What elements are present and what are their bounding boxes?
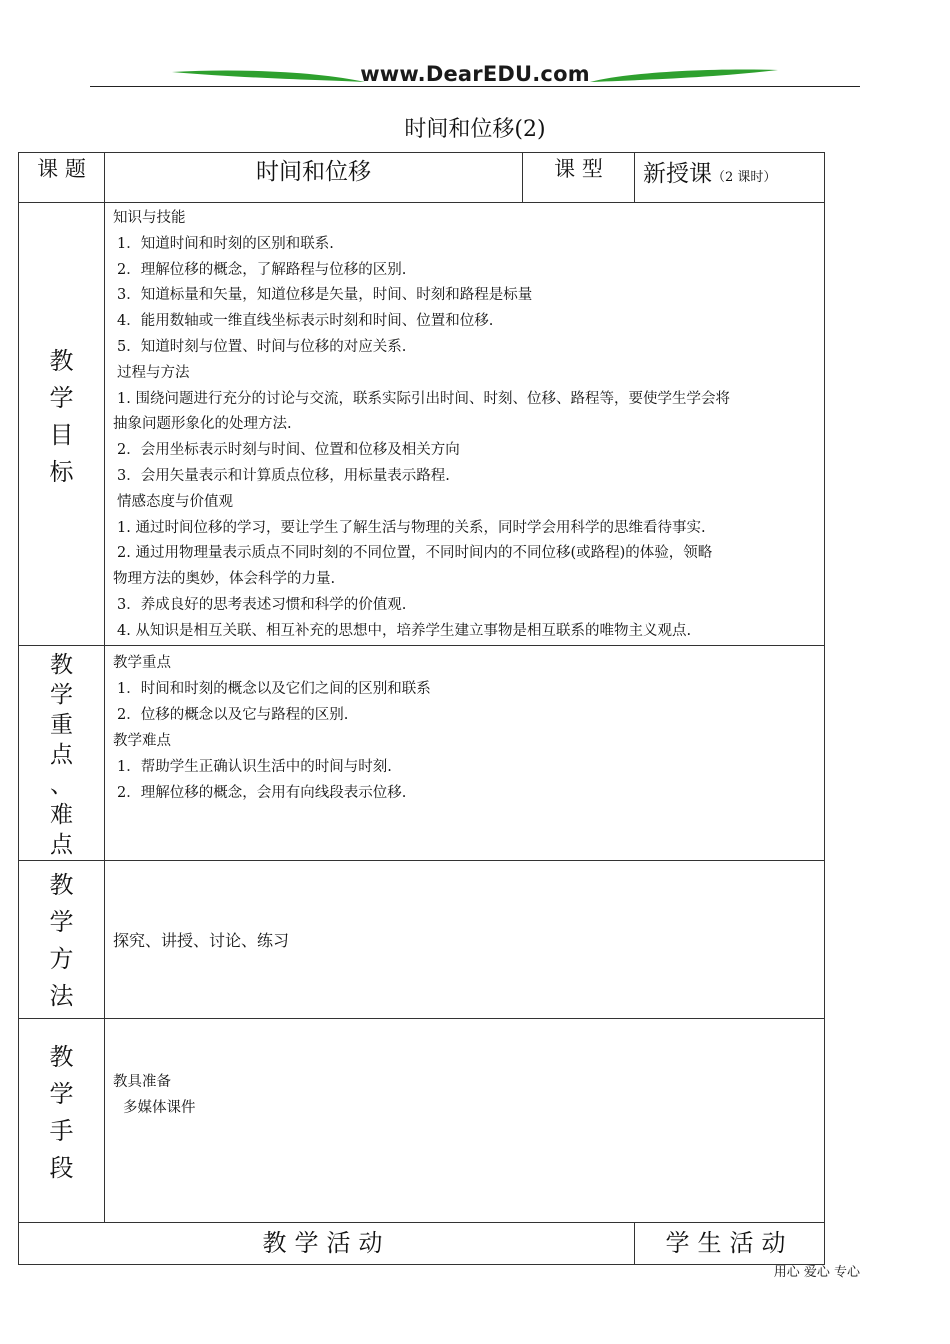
means-label: 教 学 手 段 [19, 1019, 105, 1223]
means-item: 多媒体课件 [123, 1100, 196, 1116]
logo-text: www.DearEDU.com [360, 62, 590, 86]
activities-header-row [19, 1223, 825, 1265]
footer-slogan: 用心 爱心 专心 [773, 1265, 860, 1280]
means-content [105, 1019, 825, 1223]
objective-heading-process: 过程与方法 [117, 364, 190, 381]
key-point-item: 1．时间和时刻的概念以及它们之间的区别和联系 [117, 681, 431, 697]
student-activities-header: 学生活动 [635, 1223, 825, 1265]
objective-item-continued: 抽象问题形象化的处理方法. [113, 416, 292, 433]
key-points-label: 教 学 重 点 、 难 点 [19, 646, 105, 861]
objective-item-continued: 物理方法的奥妙，体会科学的力量. [113, 571, 336, 588]
objective-item: 2. 通过用物理量表示质点不同时刻的不同位置，不同时间内的不同位移(或路程)的体验，领略 [117, 545, 713, 562]
objective-item: 2．会用坐标表示时刻与时间、位置和位移及相关方向 [117, 442, 460, 459]
means-row [19, 1019, 825, 1223]
label-type: 课 型 [523, 153, 635, 203]
objectives-label: 教 学 目 标 [19, 203, 105, 646]
lesson-plan-table [18, 152, 825, 1265]
objective-item: 3．会用矢量表示和计算质点位移，用标量表示路程. [117, 467, 450, 484]
objective-heading-attitude: 情感态度与价值观 [117, 493, 233, 510]
difficulty-item: 2．理解位移的概念，会用有向线段表示位移. [117, 785, 407, 801]
document-title: 时间和位移(2) [404, 117, 546, 142]
label-topic: 课 题 [19, 153, 105, 203]
key-point-item: 2．位移的概念以及它与路程的区别. [117, 707, 349, 723]
objectives-content [105, 203, 825, 646]
objective-item: 3．养成良好的思考表述习惯和科学的价值观. [117, 596, 407, 613]
objective-item: 1. 围绕问题进行充分的讨论与交流，联系实际引出时间、时刻、位移、路程等，要使学生学会将 [117, 390, 730, 407]
methods-content: 探究、讲授、讨论、练习 [105, 861, 825, 1019]
difficulty-item: 1．帮助学生正确认识生活中的时间与时刻. [117, 759, 392, 775]
objectives-row [19, 203, 825, 646]
objective-item: 1. 通过时间位移的学习，要让学生了解生活与物理的关系，同时学会用科学的思维看待事实. [117, 519, 706, 536]
key-points-content [105, 646, 825, 861]
key-points-heading: 教学重点 [113, 655, 171, 671]
objective-item: 4. 从知识是相互关联、相互补充的思想中，培养学生建立事物是相互联系的唯物主义观点. [117, 622, 692, 639]
topic-value: 时间和位移 [105, 153, 523, 203]
type-value: 新授课（2 课时） [635, 153, 825, 203]
objective-item: 1．知道时间和时刻的区别和联系. [117, 235, 334, 252]
methods-label: 教 学 方 法 [19, 861, 105, 1019]
objective-item: 2．理解位移的概念，了解路程与位移的区别. [117, 261, 407, 278]
objective-item: 4．能用数轴或一维直线坐标表示时刻和时间、位置和位移. [117, 313, 494, 330]
objective-item: 3．知道标量和矢量，知道位移是矢量，时间、时刻和路程是标量 [117, 287, 533, 304]
means-heading: 教具准备 [113, 1074, 171, 1090]
teacher-activities-header: 教学活动 [19, 1223, 635, 1265]
methods-row [19, 861, 825, 1019]
objective-heading-knowledge: 知识与技能 [113, 210, 186, 226]
dearedu-logo [170, 60, 780, 90]
difficulty-heading: 教学难点 [113, 733, 171, 749]
topic-row [19, 153, 825, 203]
objective-item: 5．知道时刻与位置、时间与位移的对应关系. [117, 338, 407, 355]
key-points-row [19, 646, 825, 861]
